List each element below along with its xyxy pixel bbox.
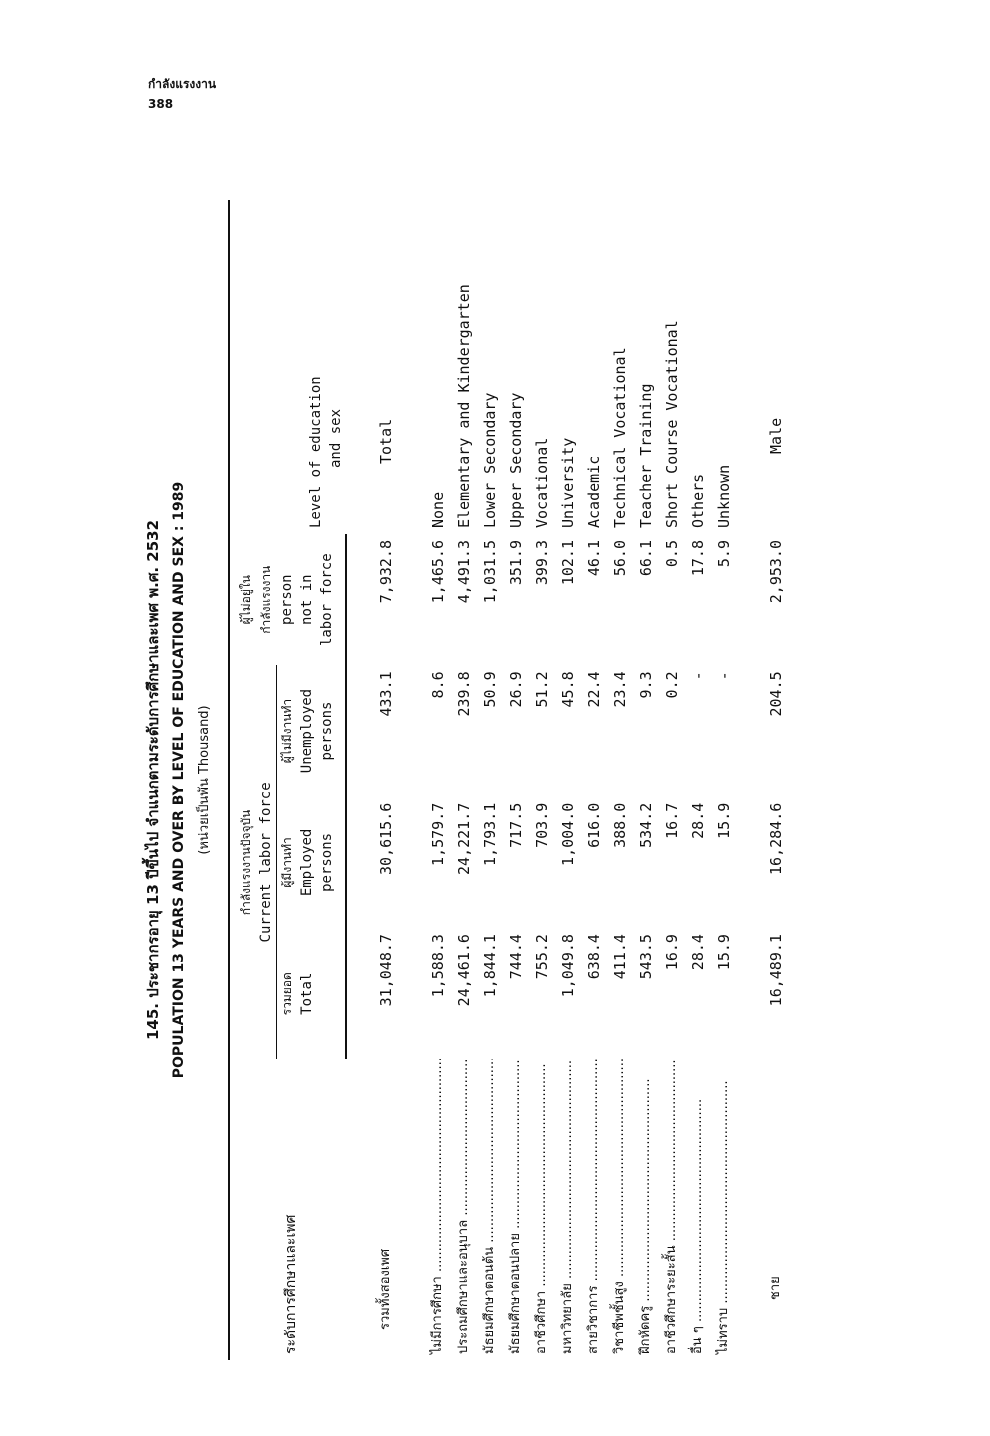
cell-not-in-lf: 2,953.0 [767,540,785,604]
header-not-in-lf-th1: ผู้ไม่อยู่ใน [229,534,256,665]
row-label-en: University [559,437,577,528]
row-label-en: Short Course Vocational [663,320,681,528]
cell-total: 31,048.7 [377,934,395,1007]
cell-not-in-lf: 351.9 [507,540,525,586]
cell-total: 16,489.1 [767,934,785,1007]
cell-employed: 1,004.0 [559,802,577,866]
cell-employed: 30,615.6 [377,802,395,875]
cell-unemployed: 26.9 [507,671,525,708]
row-label-en: Others [689,473,707,528]
header-not-in-lf-en1: person [278,574,295,625]
cell-employed: 1,793.1 [481,802,499,866]
cell-unemployed: - [715,671,733,681]
cell-not-in-lf: 7,932.8 [377,540,395,604]
header-not-in-lf-th2: กำลังแรงงาน [259,565,273,634]
cell-total: 16.9 [663,934,681,971]
cell-total: 28.4 [689,934,707,971]
header-current-lf-en: Current labor force [256,665,277,1059]
cell-total: 411.4 [611,934,629,980]
cell-not-in-lf: 0.5 [663,540,681,568]
table-row [659,200,685,1360]
row-label-th: ฝึกหัดครู ..... [633,1059,659,1360]
row-label-th: ชาย [768,1276,783,1300]
header-employed-th: ผู้มีงานทำ [280,837,294,888]
cell-unemployed: 204.5 [767,671,785,717]
table-row [685,200,711,1360]
row-label-th: สายวิชาการ ..... [581,1059,607,1360]
cell-unemployed: 22.4 [585,671,603,708]
cell-total: 755.2 [533,934,551,980]
cell-employed: 15.9 [715,802,733,839]
table-row [555,200,581,1360]
table-row [503,200,529,1360]
row-label-th: มหาวิทยาลัย ..... [555,1059,581,1360]
page-number: 388 [148,97,174,111]
cell-employed: 616.0 [585,802,603,848]
row-label-en: Upper Secondary [507,392,525,528]
cell-not-in-lf: 46.1 [585,540,603,577]
cell-employed: 1,579.7 [429,802,447,866]
cell-not-in-lf: 17.8 [689,540,707,577]
cell-not-in-lf: 1,031.5 [481,540,499,604]
education-table [228,200,789,1360]
row-label-en: Total [377,418,395,464]
cell-total: 638.4 [585,934,603,980]
row-label-th: ไม่มีการศึกษา ..... [425,1059,451,1360]
cell-unemployed: - [689,671,707,681]
cell-employed: 388.0 [611,802,629,848]
row-label-en: Unknown [715,464,733,528]
title-english: POPULATION 13 YEARS AND OVER BY LEVEL OF EDUCATION AND SEX : 1989 [171,481,187,1079]
cell-total: 744.4 [507,934,525,980]
cell-unemployed: 51.2 [533,671,551,708]
header-unemployed-th: ผู้ไม่มีงานทำ [280,698,294,764]
cell-not-in-lf: 5.9 [715,540,733,568]
cell-employed: 16,284.6 [767,802,785,875]
row-label-en: Technical Vocational [611,347,629,528]
row-label-en: Teacher Training [637,383,655,528]
section-title: กำลังแรงงาน [148,77,217,91]
header-total-th: รวมยอด [280,972,294,1016]
page-header [148,74,216,114]
cell-total: 1,049.8 [559,934,577,998]
cell-unemployed: 433.1 [377,671,395,717]
rotated-table-frame [140,200,810,1360]
table-row [711,200,737,1360]
cell-employed: 717.5 [507,802,525,848]
cell-unemployed: 0.2 [663,671,681,699]
cell-not-in-lf: 56.0 [611,540,629,577]
row-label-th: อาชีวศึกษา ..... [529,1059,555,1360]
table-row-total [373,200,399,1360]
cell-total: 15.9 [715,934,733,971]
cell-unemployed: 239.8 [455,671,473,717]
header-total-en: Total [297,928,346,1059]
header-current-lf-th: กำลังแรงงานปัจจุบัน [229,665,256,1059]
cell-employed: 534.2 [637,802,655,848]
cell-total: 1,844.1 [481,934,499,998]
cell-total: 1,588.3 [429,934,447,998]
cell-unemployed: 23.4 [611,671,629,708]
unit-note: (หน่วยเป็นพัน Thousand) [197,705,212,855]
table-row [607,200,633,1360]
table-row [425,200,451,1360]
row-label-th: อื่น ๆ ..... [685,1059,711,1360]
row-label-th: มัธยมศึกษาตอนปลาย ..... [503,1059,529,1360]
table-row [451,200,477,1360]
cell-employed: 28.4 [689,802,707,839]
row-label-en: Academic [585,455,603,528]
header-unemployed-en: Unemployed persons [297,665,346,796]
row-label-th: วิชาชีพชั้นสูง ..... [607,1059,633,1360]
table-row [581,200,607,1360]
row-label-en: Male [767,417,785,454]
table-row [477,200,503,1360]
table-row [529,200,555,1360]
row-label-th: ประถมศึกษาและอนุบาล ..... [451,1059,477,1360]
row-label-en: Elementary and Kindergarten [455,284,473,528]
row-label-th: อาชีวศึกษาระยะสั้น ..... [659,1059,685,1360]
cell-total: 543.5 [637,934,655,980]
row-label-en: Vocational [533,437,551,528]
header-level-th: ระดับการศึกษาและเพศ [229,1059,346,1360]
cell-not-in-lf: 4,491.3 [455,540,473,604]
row-label-th: มัธยมศึกษาตอนต้น ..... [477,1059,503,1360]
header-level-en: Level of education and sex [229,200,346,534]
cell-unemployed: 45.8 [559,671,577,708]
row-label-th: รวมทั้งสองเพศ [378,1248,393,1330]
cell-unemployed: 8.6 [429,671,447,699]
cell-employed: 703.9 [533,802,551,848]
cell-employed: 24,221.7 [455,802,473,875]
cell-total: 24,461.6 [455,934,473,1007]
table-row-male [763,200,789,1360]
cell-not-in-lf: 102.1 [559,540,577,586]
cell-unemployed: 50.9 [481,671,499,708]
header-not-in-lf-en: not in labor force [297,534,346,665]
cell-employed: 16.7 [663,802,681,839]
row-label-en: Lower Secondary [481,392,499,528]
title-thai: 145. ประชากรอายุ 13 ปีขึ้นไป จำแนกตามระดับการศึกษาและเพศ พ.ศ. 2532 [144,519,162,1041]
table-row [633,200,659,1360]
cell-unemployed: 9.3 [637,671,655,699]
cell-not-in-lf: 66.1 [637,540,655,577]
cell-not-in-lf: 399.3 [533,540,551,586]
row-label-en: None [429,491,447,528]
cell-not-in-lf: 1,465.6 [429,540,447,604]
header-employed-en: Employed persons [297,797,346,928]
table-title-block [140,200,218,1360]
row-label-th: ไม่ทราบ ..... [711,1059,737,1360]
